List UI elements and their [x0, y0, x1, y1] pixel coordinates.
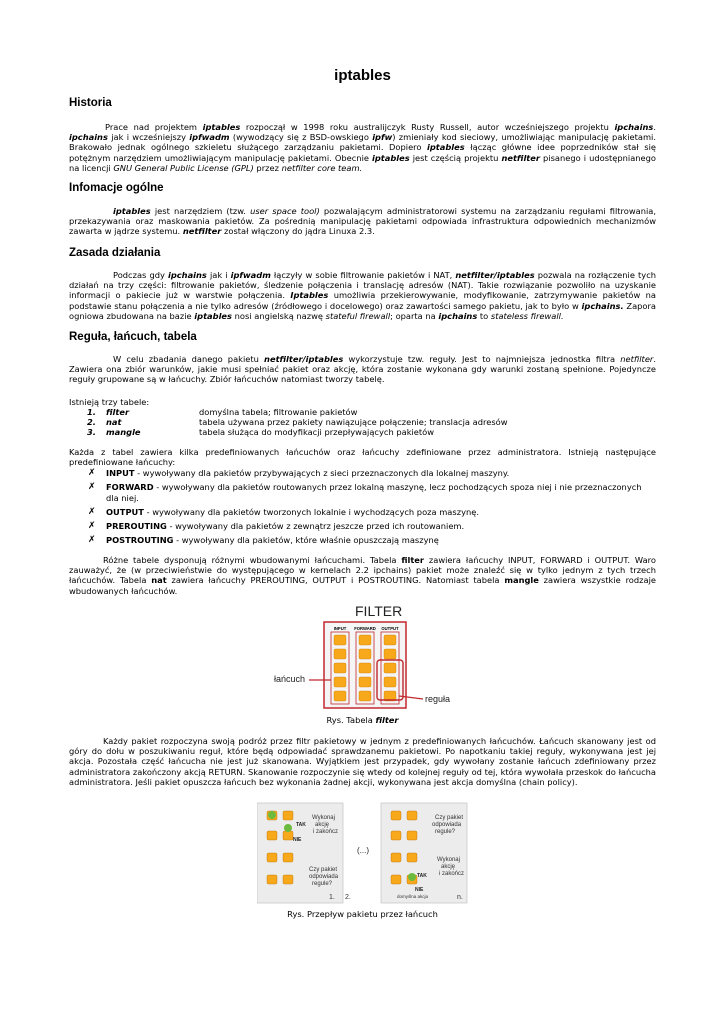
text-run: stateful firewall	[325, 310, 391, 321]
flow-action-text: i zakończ	[313, 829, 339, 835]
paragraph-kazda: Każda z tabel zawiera kilka predefiniowanych łańcuchów oraz łańcuchy zdefiniowane przez administratora. Istnieją następujące predefiniowane łańcuchy:	[69, 447, 656, 468]
chain-name: OUTPUT	[106, 506, 144, 517]
chain-item	[69, 507, 656, 518]
text-run: jest częścią projektu	[409, 152, 502, 163]
text-run: ipchains	[167, 270, 207, 280]
text-run: Zapora ogniowa zbudowana na bazie	[69, 300, 656, 321]
text-run: łącząc główne idee poprzedników stał się potężnym narzędziem umożliwiającym manipulację pakietami. Obecnie	[69, 142, 656, 163]
packet-flow-figure	[257, 801, 469, 905]
cross-bullet-icon: ✗	[88, 506, 96, 517]
text-run: ipchains.	[581, 300, 624, 311]
rule-cell	[334, 691, 346, 701]
heading-informacje: Infomacje ogólne	[69, 182, 164, 194]
text-run: łączyły w sobie filtrowanie pakietów i NAT,	[270, 270, 456, 280]
table-number: 3.	[87, 427, 96, 437]
figure-filter-heading: FILTER	[355, 603, 403, 619]
text-run: Iptables	[290, 290, 329, 301]
heading-historia: Historia	[69, 97, 112, 109]
text-run: .	[653, 122, 656, 132]
chain-description: - wywoływany dla pakietów tworzonych lokalnie i wychodzących poza maszynę.	[143, 506, 479, 517]
rule-cell	[391, 875, 401, 884]
paragraph-informacje	[69, 206, 656, 237]
text-run: W celu zbadania danego pakietu	[113, 354, 265, 364]
text-run: (wywodzący się z BSD-owskiego	[229, 132, 373, 143]
table-description: tabela służąca do modyfikacji przepływających pakietów	[199, 427, 435, 437]
chain-name: FORWARD	[106, 482, 154, 492]
filter-table-figure	[269, 600, 509, 712]
rule-cell	[391, 853, 401, 862]
rule-cell	[384, 677, 396, 687]
rule-cell	[334, 649, 346, 659]
table-name: nat	[106, 417, 122, 427]
flow-step-number: 1.	[329, 894, 335, 901]
table-description: tabela używana przez pakiety nawiązujące połączenie; translacja adresów	[199, 417, 508, 427]
text-run: . Zawiera ona zbiór warunków, jakie musi spełniać pakiet oraz akcję, która zostanie wykonana gdy warunki zostaną spełnione. Pojedyncze reguły grupowane są w łańcuchy. Zbiór łańcuchów natomiast tworzy tabelę.	[69, 354, 656, 385]
rule-cell	[334, 635, 346, 645]
rule-cell	[391, 811, 401, 820]
rule-cell	[384, 635, 396, 645]
column-label: INPUT	[333, 626, 347, 631]
heading-zasada: Zasada działania	[69, 247, 161, 259]
tables-intro: Istnieją trzy tabele:	[69, 397, 150, 407]
table-name: filter	[106, 407, 130, 417]
heading-regula: Reguła, łańcuch, tabela	[69, 331, 197, 343]
rule-cell	[283, 811, 293, 820]
text-run: nat	[151, 575, 167, 586]
text-run: ipfwadm	[230, 270, 271, 280]
text-run: iptables	[427, 142, 465, 153]
flow-ellipsis: (...)	[357, 846, 369, 855]
chain-item	[69, 468, 656, 479]
rule-cell	[334, 677, 346, 687]
rule-cell	[359, 691, 371, 701]
flow-no-label: NIE	[293, 837, 302, 843]
text-run: ipchains	[438, 310, 478, 321]
flow-step-number: 2.	[345, 894, 351, 901]
text-run: filter	[401, 555, 425, 565]
text-run: jak i	[206, 270, 231, 280]
chain-description: - wywoływany dla pakietów routowanych przez lokalną maszynę, lecz pochodzących spoza niej i nie przeznaczonych dla niej.	[106, 482, 642, 503]
cross-bullet-icon: ✗	[88, 468, 96, 478]
text-run: netfilter/iptables	[264, 354, 344, 364]
table-number: 2.	[87, 417, 96, 427]
chain-item	[69, 482, 656, 503]
column-label: FORWARD	[354, 626, 376, 631]
text-run: netfilter core team.	[281, 162, 363, 173]
flow-yes-label: TAK	[417, 873, 427, 879]
cross-bullet-icon: ✗	[88, 520, 96, 531]
text-run: ipfw	[372, 132, 393, 143]
rule-cell	[384, 649, 396, 659]
packet-marker	[284, 824, 292, 832]
text-run: pozwala na rozłączenie tych działań na trzy części: filtrowanie pakietów, śledzenie połączenia i translację adresów (NAT). Takie rozwiązanie pozwoliło na uzyskanie informacji o pakiecie już w warstwie połączenia.	[69, 270, 657, 301]
page-title: iptables	[334, 67, 391, 84]
table-description: domyślna tabela; filtrowanie pakietów	[199, 407, 358, 417]
table-number: 1.	[87, 407, 96, 417]
text-run: został włączony do jądra Linuxa 2.3.	[221, 226, 375, 237]
caption-text: Rys. Tabela	[326, 715, 376, 725]
paragraph-kazdy-text: Każdy pakiet rozpoczyna swoją podróż przez filtr pakietowy w jednym z predefiniowanych łańcuchów. Łańcuch skanowany jest od góry do dołu w poszukiwaniu reguł, które będą odpowiadać sprawdzanemu pakietowi. Po napotkaniu takiej reguły, wykonywana jest jej akcja. Pozostała część łańcucha nie jest już skanowana. Wyjątkiem jest przypadek, gdy wywołany zostanie łańcuch zdefiniowany przez administratora zakończony akcją RETURN. Skanowanie rozpoczynie się wtedy od kolejnej reguły od tej, która wywołała przeskok do łańcucha administratora. Jeśli pakiet opuszcza łańcuch bez wykonania żadnej akcji, wykonywana jest akcja domyślna (chain policy).	[69, 736, 656, 787]
text-run: ipchains	[69, 132, 108, 143]
paragraph-kazdy	[69, 736, 656, 787]
text-run: ; oparta na	[390, 310, 439, 321]
chain-name: PREROUTING	[106, 520, 167, 531]
flow-action-text: akcję	[315, 822, 330, 828]
rule-cell	[359, 677, 371, 687]
chain-item	[69, 521, 656, 532]
rule-cell	[384, 663, 396, 673]
chain-description: - wywoływany dla pakietów z zewnątrz jeszcze przed ich routowaniem.	[166, 520, 465, 531]
text-run: netfilter	[501, 152, 540, 163]
text-run: zawiera łańcuchy PREROUTING, OUTPUT i POSTROUTING. Natomiast tabela	[166, 575, 505, 586]
rule-cell	[359, 649, 371, 659]
flow-question-text: Czy pakiet	[435, 815, 464, 821]
rule-cell	[283, 853, 293, 862]
text-run: user space tool)	[250, 206, 320, 216]
rule-cell	[334, 663, 346, 673]
text-run: jest narzędziem (tzw.	[150, 206, 251, 216]
flow-action-text: akcję	[441, 864, 456, 870]
text-run: umożliwia przekierowywanie, modyfikowanie, zatrzymywanie pakietów na podstawie stanu połączenia a nie tylko adresów (źródłowego i docelowego) oraz zawartości samego pakietu, jak to było w	[69, 290, 657, 311]
chain-name: POSTROUTING	[106, 534, 174, 545]
flow-question-text: Czy pakiet	[309, 867, 338, 873]
text-run: rozpoczął w 1998 roku australijczyk Rusty Russell, autor wcześniejszego projektu	[240, 122, 615, 132]
text-run: iptables	[202, 122, 241, 132]
text-run: ipchains	[614, 122, 654, 132]
paragraph-historia	[69, 122, 656, 173]
text-run: pozwalającym administratorowi systemu na zarządzaniu regułami filtrowania, przekazywania oraz maskowania pakietów. Za pośrednią manipulację pakietami odpowiada infrastruktura odpowiednich mechanizmów zawarta w jądrze systemu.	[69, 206, 656, 237]
table-item	[69, 417, 656, 427]
chain-label: łańcuch	[274, 674, 306, 684]
text-run: to	[477, 310, 491, 321]
paragraph-regula	[69, 354, 656, 385]
text-run: ) zmieniały kod sieciowy, umożliwiając manipulację pakietami. Brakowało jednak ogólnego szkieletu służącego zarządzaniu pakietami. Dopiero	[69, 132, 656, 153]
flow-question-text: odpowiada	[309, 874, 339, 880]
text-run: mangle	[504, 575, 539, 586]
text-run: Różne tabele dysponują różnymi wbudowanymi łańcuchami. Tabela	[103, 555, 402, 565]
flow-default-action: domyślna akcja	[397, 894, 429, 899]
text-run: netfilter	[620, 354, 654, 364]
caption-table-name: filter	[375, 715, 399, 725]
text-run: netfilter	[182, 226, 222, 237]
rule-cell	[391, 831, 401, 840]
column-label: OUTPUT	[381, 626, 399, 631]
text-run: przez	[253, 162, 282, 173]
packet-marker	[408, 873, 416, 881]
flow-question-text: odpowiada	[432, 822, 462, 828]
figure1-caption	[69, 715, 656, 725]
chain-name: INPUT	[106, 468, 135, 478]
chains-list	[69, 468, 656, 549]
paragraph-rozne	[69, 555, 656, 596]
rule-cell	[359, 635, 371, 645]
text-run: nosi angielską nazwę	[232, 310, 326, 321]
text-run: GNU General Public License (GPL)	[113, 162, 254, 173]
rule-cell	[359, 663, 371, 673]
text-run: Prace nad projektem	[105, 122, 203, 132]
rule-cell	[267, 875, 277, 884]
text-run: stateless firewall.	[490, 310, 564, 321]
text-run: iptables	[113, 206, 151, 216]
text-run: netfilter/iptables	[455, 270, 535, 280]
rule-label: reguła	[425, 694, 451, 704]
rule-cell	[267, 853, 277, 862]
chain-description: - wywoływany dla pakietów, które właśnie opuszczają maszynę	[173, 534, 439, 545]
flow-yes-label: TAK	[296, 822, 306, 828]
flow-action-text: i zakończ	[439, 871, 465, 877]
cross-bullet-icon: ✗	[88, 534, 96, 545]
rule-cell	[283, 875, 293, 884]
tables-list	[69, 407, 656, 437]
rule-cell	[283, 831, 293, 840]
text-run: iptables	[194, 310, 232, 321]
table-item	[69, 407, 656, 417]
figure2-caption: Rys. Przepływ pakietu przez łańcuch	[287, 909, 438, 919]
rule-cell	[407, 831, 417, 840]
flow-question-text: regule?	[312, 881, 333, 887]
flow-no-label: NIE	[415, 887, 424, 893]
rule-cell	[407, 853, 417, 862]
text-run: wykorzystuje tzw. reguły. Jest to najmniejsza jednostka filtra	[343, 354, 621, 364]
chain-item	[69, 535, 656, 546]
text-run: pisanego i udostępnianego na licencji	[69, 152, 656, 173]
table-name: mangle	[106, 427, 141, 437]
text-run: jak i wcześniejszy	[107, 132, 190, 143]
cross-bullet-icon: ✗	[88, 482, 96, 492]
flow-action-text: Wykonaj	[437, 857, 460, 863]
rule-cell	[267, 831, 277, 840]
packet-marker	[268, 811, 276, 819]
flow-action-text: Wykonaj	[312, 815, 335, 821]
flow-step-number: n.	[457, 894, 463, 901]
paragraph-zasada	[69, 270, 656, 321]
flow-question-text: regule?	[435, 829, 456, 835]
table-item	[69, 427, 656, 437]
chain-description: - wywoływany dla pakietów przybywających z sieci przeznaczonych dla lokalnej maszyny.	[134, 468, 510, 478]
text-run: ipfwadm	[189, 132, 230, 143]
text-run: iptables	[372, 152, 410, 163]
rule-cell	[407, 811, 417, 820]
text-run: Podczas gdy	[113, 270, 168, 280]
text-run: zawiera łańcuchy INPUT, FORWARD i OUTPUT. Waro zauważyć, że (w przeciwieństwie do występującego w kernelach 2.2 ipchains) pakiet może znaleźć się w tylko jednym z tych trzech łańcuchów. Tabela	[69, 555, 656, 586]
filter-columns	[331, 626, 403, 704]
text-run: zawiera wszystkie rodzaje wbudowanych łańcuchów.	[69, 575, 656, 596]
